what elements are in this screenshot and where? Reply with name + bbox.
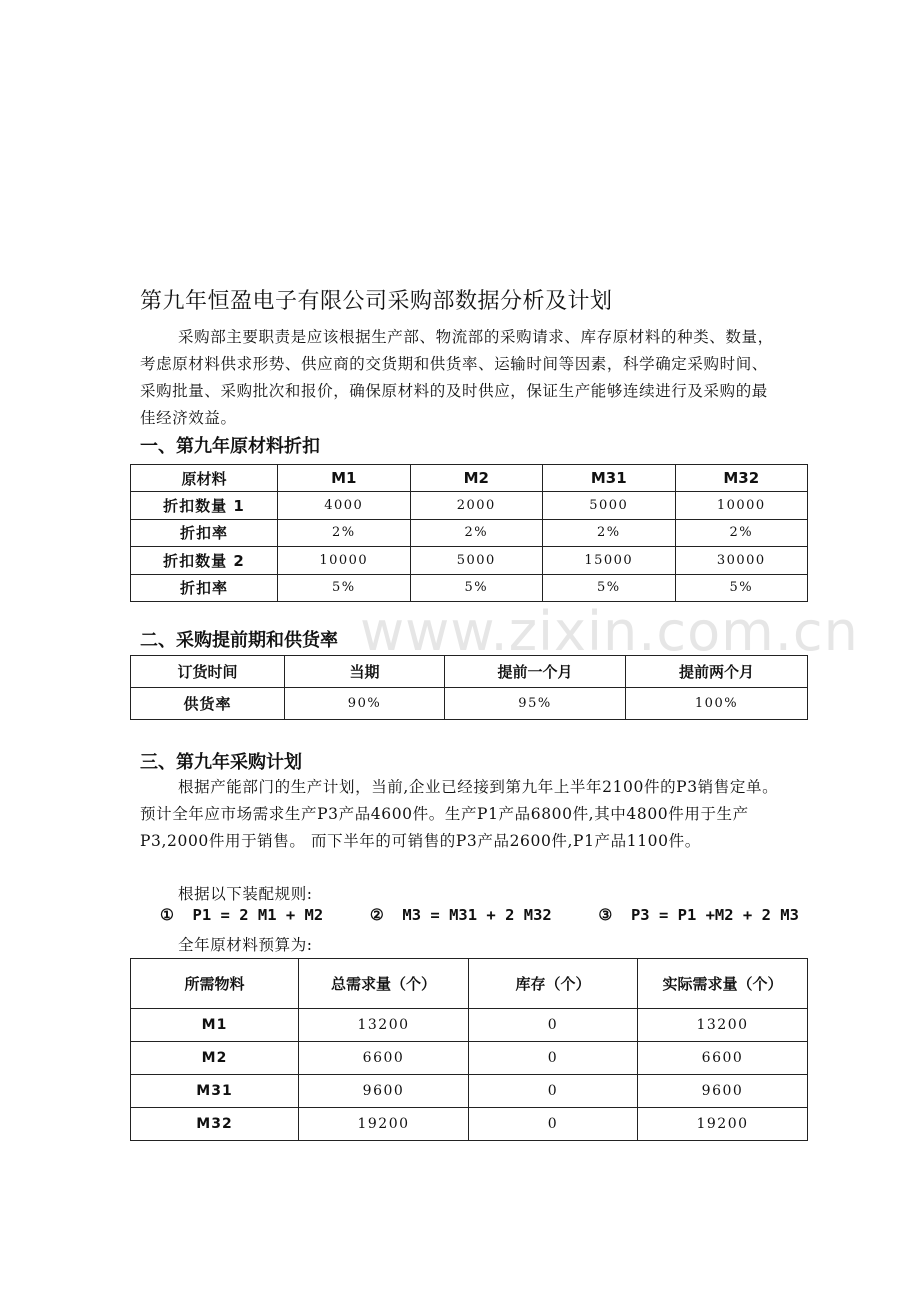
table-cell: 2000 bbox=[410, 492, 543, 519]
row-label: M1 bbox=[131, 1009, 299, 1042]
table-cell: 100% bbox=[626, 688, 808, 720]
lead-time-table bbox=[130, 655, 808, 720]
budget-intro: 全年原材料预算为: bbox=[178, 936, 313, 954]
table-row bbox=[131, 574, 808, 601]
table-cell: 6600 bbox=[299, 1042, 469, 1075]
table-header-row bbox=[131, 656, 808, 688]
table-cell: 10000 bbox=[675, 492, 808, 519]
row-label: M31 bbox=[131, 1075, 299, 1108]
table-cell: 95% bbox=[445, 688, 626, 720]
assembly-rules: ① P1 = 2 M1 + M2 ② M3 = M31 + 2 M32 ③ P3 = P1 +M2 + 2 M3 bbox=[160, 906, 799, 924]
table-cell: 5000 bbox=[543, 492, 676, 519]
table-cell: 13200 bbox=[638, 1009, 808, 1042]
header-cell: M2 bbox=[410, 465, 543, 492]
table-cell: 5% bbox=[410, 574, 543, 601]
material-budget-table bbox=[130, 958, 808, 1141]
table-cell: 9600 bbox=[638, 1075, 808, 1108]
table-cell: 9600 bbox=[299, 1075, 469, 1108]
discount-table bbox=[130, 464, 808, 602]
row-label: 折扣率 bbox=[131, 519, 278, 546]
table-row bbox=[131, 1042, 808, 1075]
row-label: 折扣数量 1 bbox=[131, 492, 278, 519]
table-cell: 5% bbox=[675, 574, 808, 601]
table-cell: 5% bbox=[278, 574, 411, 601]
plan-text: 根据产能部门的生产计划，当前,企业已经接到第九年上半年2100件的P3销售定单。预计全年应市场需求生产P3产品4600件。生产P1产品6800件,其中4800件用于生产P3,2000件用于销售。 而下半年的可销售的P3产品2600件,P1产品1100件。 bbox=[140, 778, 779, 850]
table-header-row bbox=[131, 465, 808, 492]
table-cell: 0 bbox=[469, 1075, 638, 1108]
row-label: 供货率 bbox=[131, 688, 285, 720]
header-cell: M32 bbox=[675, 465, 808, 492]
header-cell: 实际需求量（个） bbox=[638, 959, 808, 1009]
header-cell: 提前一个月 bbox=[445, 656, 626, 688]
table-cell: 5% bbox=[543, 574, 676, 601]
document-title: 第九年恒盈电子有限公司采购部数据分析及计划 bbox=[140, 289, 613, 314]
intro-text: 采购部主要职责是应该根据生产部、物流部的采购请求、库存原材料的种类、数量，考虑原材料供求形势、供应商的交货期和供货率、运输时间等因素，科学确定采购时间、采购批量、采购批次和报价，确保原材料的及时供应，保证生产能够连续进行及采购的最佳经济效益。 bbox=[140, 328, 774, 427]
header-cell: 原材料 bbox=[131, 465, 278, 492]
rules-intro: 根据以下装配规则: bbox=[178, 885, 313, 903]
row-label: 折扣数量 2 bbox=[131, 547, 278, 574]
plan-paragraph bbox=[140, 774, 782, 855]
table-cell: 13200 bbox=[299, 1009, 469, 1042]
table-cell: 0 bbox=[469, 1042, 638, 1075]
table-cell: 15000 bbox=[543, 547, 676, 574]
table-cell: 2% bbox=[675, 519, 808, 546]
row-label: 折扣率 bbox=[131, 574, 278, 601]
table-cell: 19200 bbox=[299, 1108, 469, 1141]
table-cell: 10000 bbox=[278, 547, 411, 574]
table-cell: 2% bbox=[278, 519, 411, 546]
table-row bbox=[131, 1075, 808, 1108]
table-cell: 4000 bbox=[278, 492, 411, 519]
table-cell: 30000 bbox=[675, 547, 808, 574]
table-cell: 2% bbox=[543, 519, 676, 546]
header-cell: 所需物料 bbox=[131, 959, 299, 1009]
watermark: www.zixin.com.cn bbox=[360, 600, 859, 663]
table-row bbox=[131, 688, 808, 720]
header-cell: M1 bbox=[278, 465, 411, 492]
intro-paragraph bbox=[140, 324, 782, 432]
header-cell: 当期 bbox=[285, 656, 445, 688]
row-label: M2 bbox=[131, 1042, 299, 1075]
header-cell: 提前两个月 bbox=[626, 656, 808, 688]
table-cell: 0 bbox=[469, 1009, 638, 1042]
section2-heading: 二、采购提前期和供货率 bbox=[140, 630, 338, 651]
table-cell: 2% bbox=[410, 519, 543, 546]
table-row bbox=[131, 1108, 808, 1141]
table-row bbox=[131, 519, 808, 546]
table-cell: 0 bbox=[469, 1108, 638, 1141]
table-row bbox=[131, 1009, 808, 1042]
header-cell: 订货时间 bbox=[131, 656, 285, 688]
table-row bbox=[131, 547, 808, 574]
table-cell: 6600 bbox=[638, 1042, 808, 1075]
table-cell: 5000 bbox=[410, 547, 543, 574]
section1-heading: 一、第九年原材料折扣 bbox=[140, 436, 320, 457]
row-label: M32 bbox=[131, 1108, 299, 1141]
table-header-row bbox=[131, 959, 808, 1009]
header-cell: M31 bbox=[543, 465, 676, 492]
header-cell: 总需求量（个） bbox=[299, 959, 469, 1009]
table-row bbox=[131, 492, 808, 519]
table-cell: 90% bbox=[285, 688, 445, 720]
section3-heading: 三、第九年采购计划 bbox=[140, 752, 302, 773]
header-cell: 库存（个） bbox=[469, 959, 638, 1009]
table-cell: 19200 bbox=[638, 1108, 808, 1141]
